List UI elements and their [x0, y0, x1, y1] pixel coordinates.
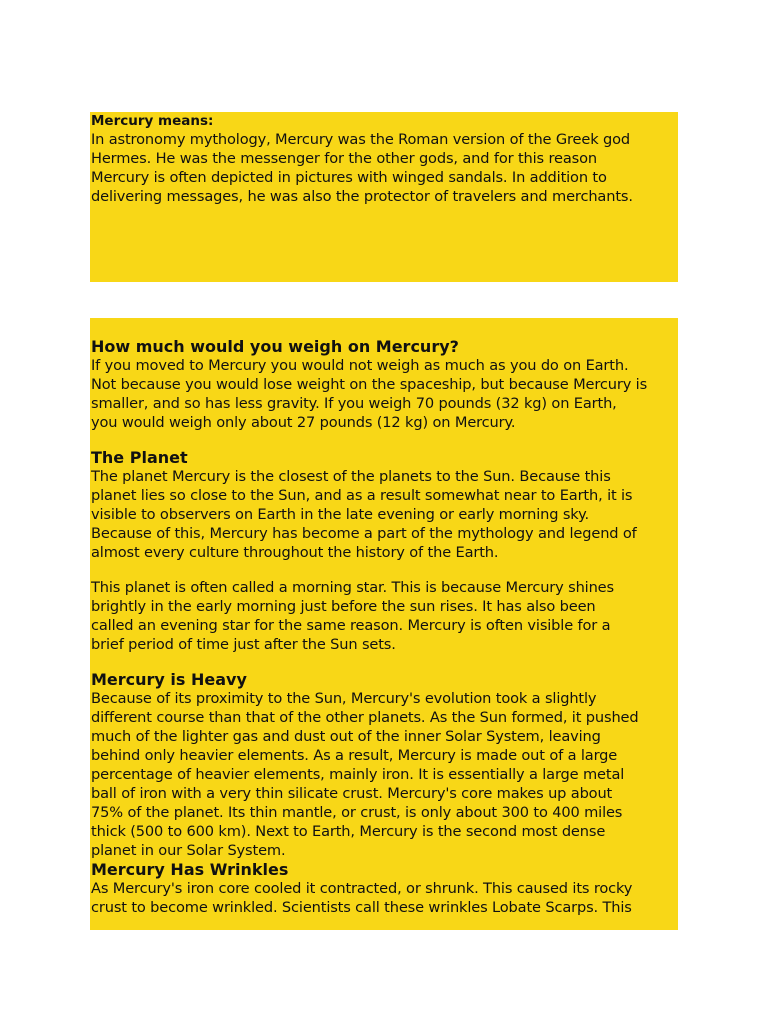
text-line: behind only heavier elements. As a result, Mercury is made out of a large: [91, 747, 618, 764]
text-line: Because of its proximity to the Sun, Mercury's evolution took a slightly: [91, 690, 597, 707]
text-line: brief period of time just after the Sun sets.: [91, 636, 396, 653]
text-line: much of the lighter gas and dust out of the inner Solar System, leaving: [91, 728, 601, 745]
text-line: ball of iron with a very thin silicate crust. Mercury's core makes up about: [91, 785, 613, 802]
weigh-heading: How much would you weigh on Mercury?: [91, 337, 459, 356]
text-line: brightly in the early morning just before the sun rises. It has also been: [91, 598, 596, 615]
text-line: delivering messages, he was also the protector of travelers and merchants.: [91, 188, 633, 205]
text-line: Because of this, Mercury has become a part of the mythology and legend of: [91, 525, 637, 542]
text-line: In astronomy mythology, Mercury was the Roman version of the Greek god: [91, 131, 630, 148]
planet-heading: The Planet: [91, 448, 188, 467]
text-line: different course than that of the other planets. As the Sun formed, it pushed: [91, 709, 639, 726]
planet-paragraph-2: [91, 578, 678, 654]
text-line: Mercury is often depicted in pictures with winged sandals. In addition to: [91, 169, 607, 186]
text-line: planet lies so close to the Sun, and as a result somewhat near to Earth, it is: [91, 487, 633, 504]
wrinkles-paragraph: [91, 879, 678, 917]
text-line: smaller, and so has less gravity. If you weigh 70 pounds (32 kg) on Earth,: [91, 395, 617, 412]
text-line: This planet is often called a morning star. This is because Mercury shines: [91, 579, 614, 596]
text-line: Hermes. He was the messenger for the other gods, and for this reason: [91, 150, 597, 167]
text-line: thick (500 to 600 km). Next to Earth, Mercury is the second most dense: [91, 823, 606, 840]
intro-panel: [90, 112, 678, 282]
text-line: crust to become wrinkled. Scientists call these wrinkles Lobate Scarps. This: [91, 899, 632, 916]
text-line: called an evening star for the same reason. Mercury is often visible for a: [91, 617, 611, 634]
heavy-paragraph: [91, 689, 678, 860]
text-line: 75% of the planet. Its thin mantle, or crust, is only about 300 to 400 miles: [91, 804, 623, 821]
text-line: planet in our Solar System.: [91, 842, 286, 859]
text-line: The planet Mercury is the closest of the planets to the Sun. Because this: [91, 468, 611, 485]
text-line: As Mercury's iron core cooled it contracted, or shrunk. This caused its rocky: [91, 880, 633, 897]
text-line: percentage of heavier elements, mainly iron. It is essentially a large metal: [91, 766, 625, 783]
intro-heading: Mercury means:: [91, 113, 214, 129]
weigh-paragraph: [91, 356, 678, 432]
planet-paragraph-1: [91, 467, 678, 562]
main-panel: [90, 318, 678, 930]
heavy-heading: Mercury is Heavy: [91, 670, 247, 689]
text-line: visible to observers on Earth in the late evening or early morning sky.: [91, 506, 589, 523]
wrinkles-heading: Mercury Has Wrinkles: [91, 860, 289, 879]
text-line: Not because you would lose weight on the spaceship, but because Mercury is: [91, 376, 648, 393]
intro-paragraph: [91, 130, 678, 206]
text-line: you would weigh only about 27 pounds (12 kg) on Mercury.: [91, 414, 516, 431]
text-line: If you moved to Mercury you would not weigh as much as you do on Earth.: [91, 357, 629, 374]
text-line: almost every culture throughout the history of the Earth.: [91, 544, 499, 561]
